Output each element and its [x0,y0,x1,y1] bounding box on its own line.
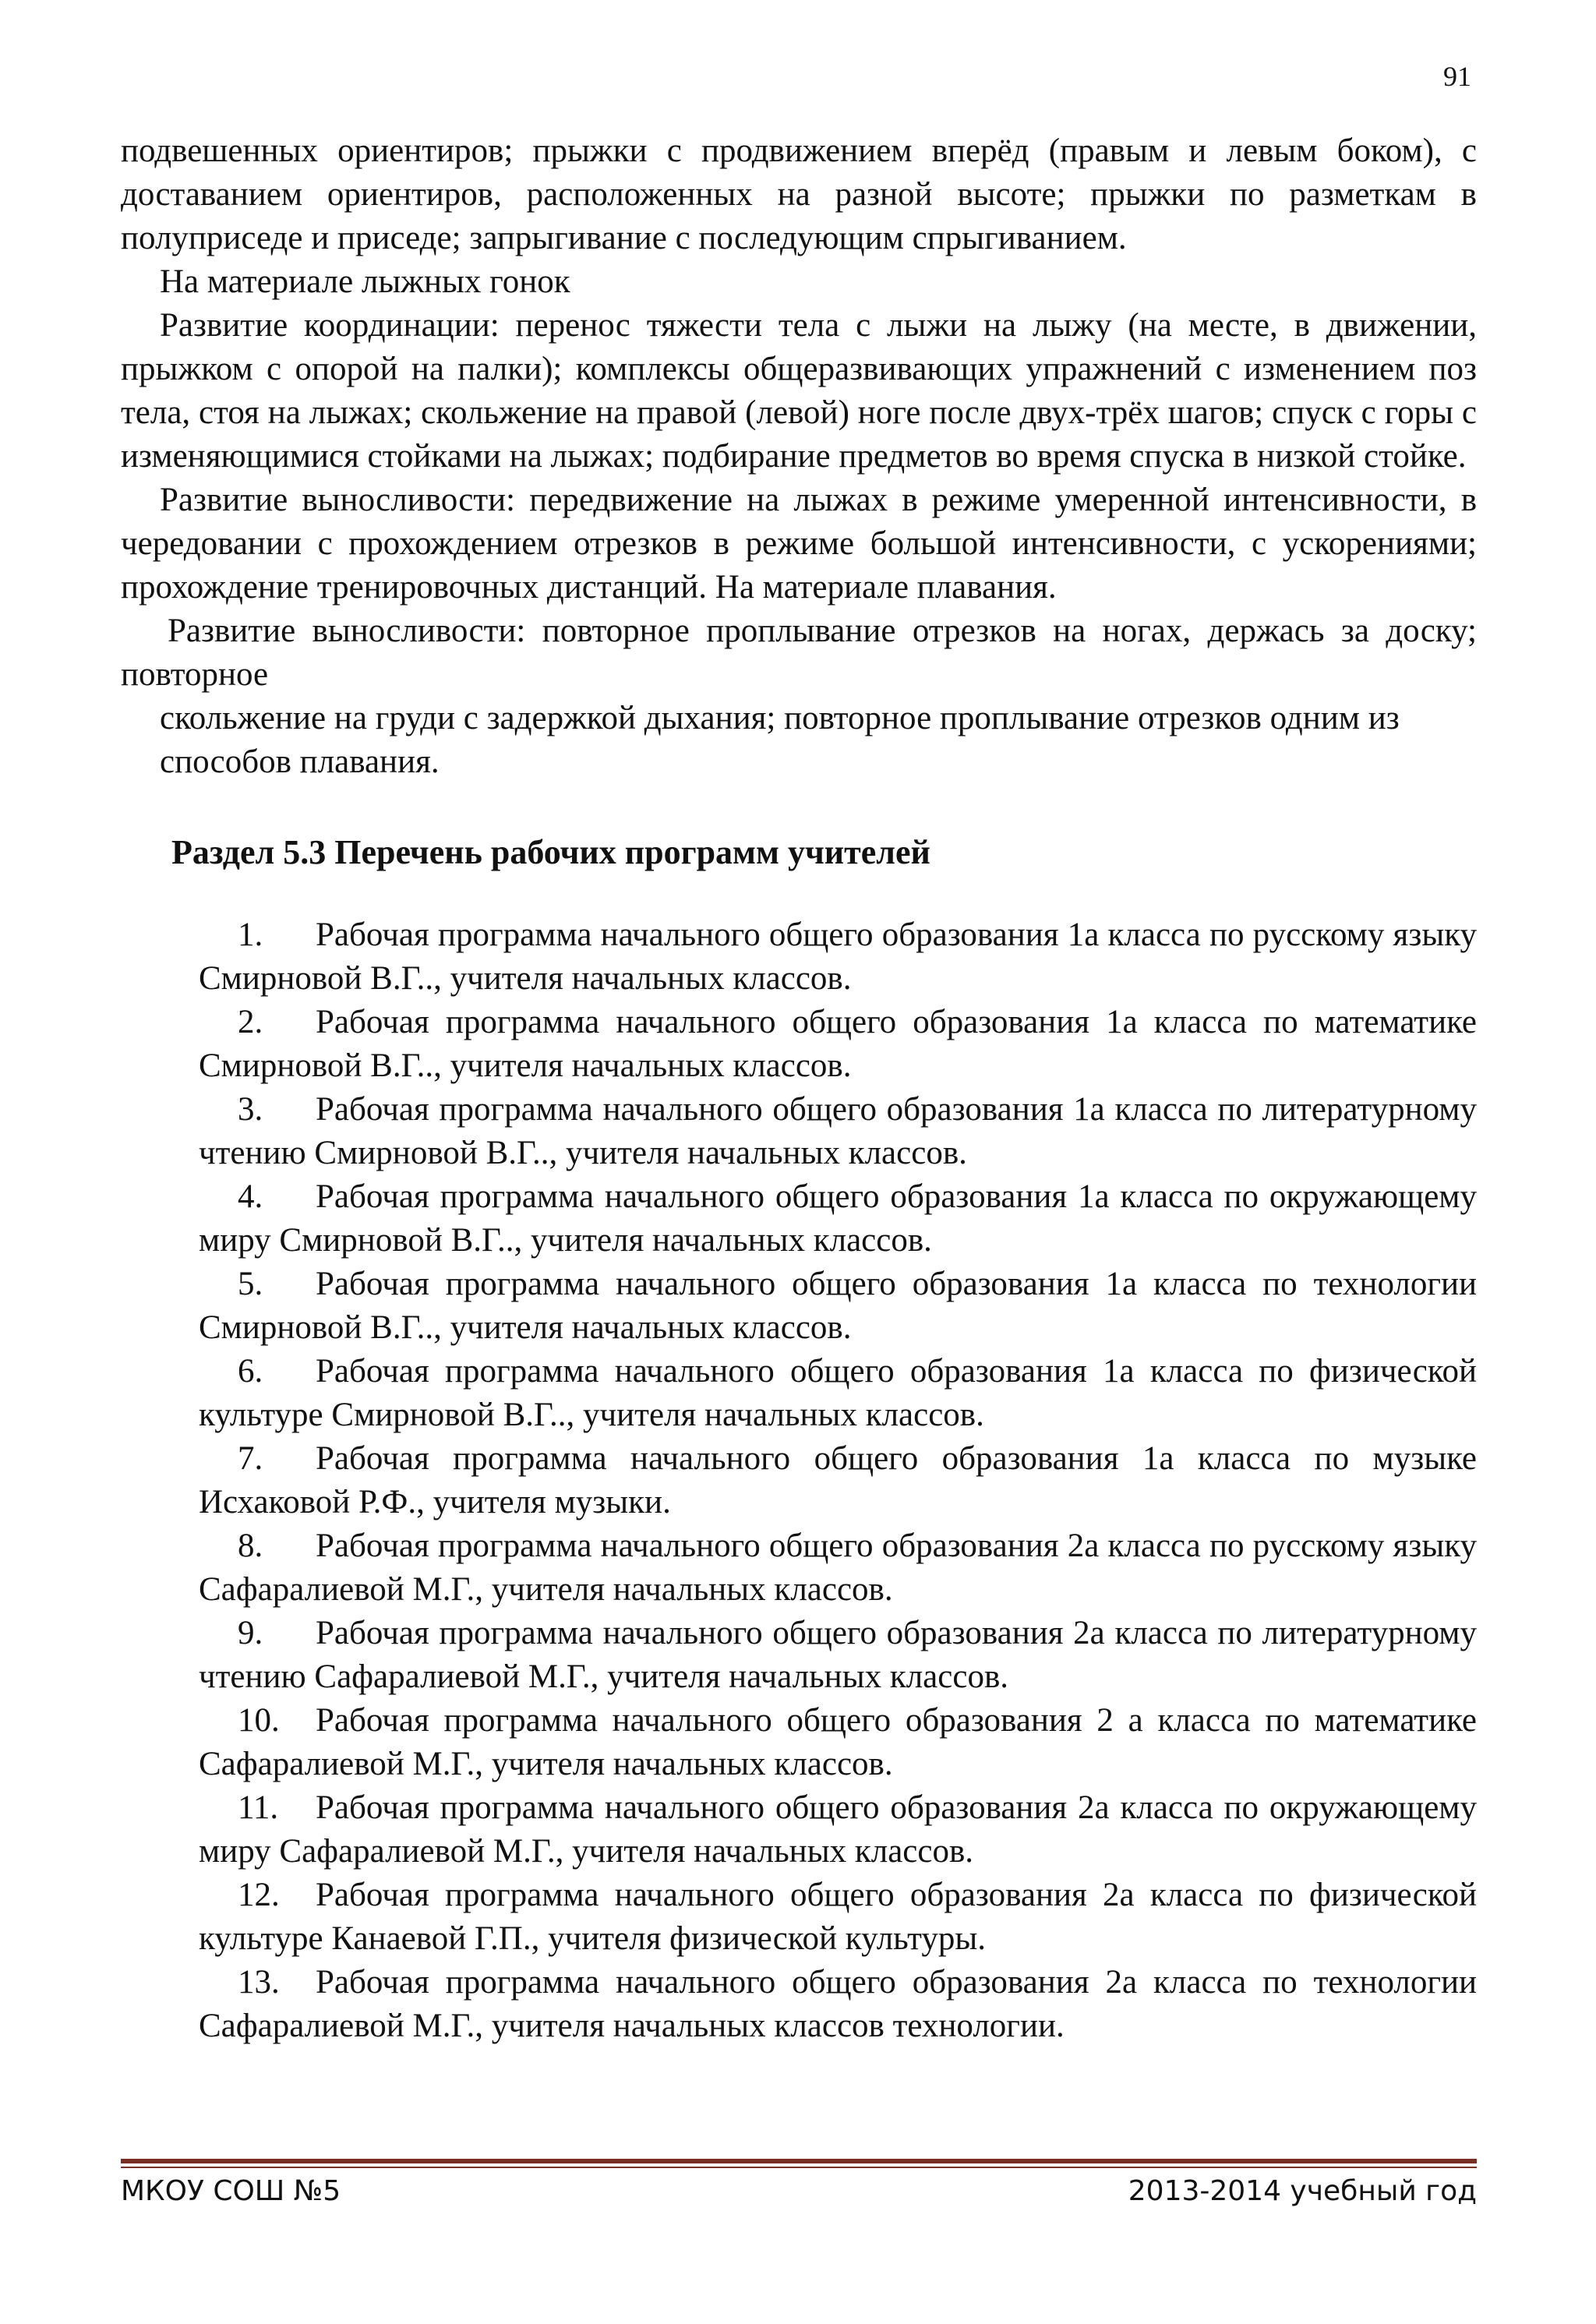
program-text: Рабочая программа начального общего образования 2а класса по литературному чтению Сафаралиевой М.Г., учителя начальных классов. [199,1615,1477,1695]
footer-school-year: 2013-2014 учебный год [1128,2175,1477,2207]
program-text: Рабочая программа начального общего образования 1а класса по математике Смирновой В.Г.., учителя начальных классов. [199,1004,1477,1084]
program-text: Рабочая программа начального общего образования 1а класса по технологии Смирновой В.Г.., учителя начальных классов. [199,1266,1477,1346]
program-text: Рабочая программа начального общего образования 1а класса по русскому языку Смирновой В.Г.., учителя начальных классов. [199,917,1477,997]
program-list-item [199,1263,1477,1350]
program-number: 3. [238,1091,263,1128]
program-list-item [199,1001,1477,1088]
program-number: 8. [238,1528,263,1564]
footer-rule-thin [121,2167,1477,2168]
program-list-item [199,1786,1477,1874]
program-list-item [199,1350,1477,1437]
program-text: Рабочая программа начального общего образования 1а класса по литературному чтению Смирновой В.Г.., учителя начальных классов. [199,1091,1477,1171]
program-number: 12. [238,1877,280,1913]
program-text: Рабочая программа начального общего образования 1а класса по физической культуре Смирновой В.Г.., учителя начальных классов. [199,1353,1477,1433]
program-number: 2. [238,1004,263,1040]
program-list-item [199,1961,1477,2048]
program-number: 13. [238,1964,280,2001]
program-number: 6. [238,1353,263,1390]
page-number: 91 [1443,61,1471,92]
program-list [121,913,1477,2048]
paragraph-endurance-ski: Развитие выносливости: передвижение на лыжах в режиме умеренной интенсивности, в чередовании с прохождением отрезков в режиме большой интенсивности, с ускорениями; прохождение тренировочных дистанций. На материале плавания. [121,482,1477,606]
program-list-item [199,1612,1477,1699]
program-text: Рабочая программа начального общего образования 1а класса по окружающему миру Смирновой В.Г.., учителя начальных классов. [199,1178,1477,1259]
program-text: Рабочая программа начального общего образования 2а класса по технологии Сафаралиевой М.Г., учителя начальных классов технологии. [199,1964,1477,2044]
program-list-item [199,913,1477,1001]
program-list-item [199,1437,1477,1524]
program-list-item [199,1175,1477,1263]
program-number: 9. [238,1615,263,1651]
paragraph-gliding: скольжение на груди с задержкой дыхания; повторное проплывание отрезков одним из способов плавания. [160,700,1400,780]
program-number: 7. [238,1440,263,1477]
section-heading: Раздел 5.3 Перечень рабочих программ учителей [171,833,930,871]
program-number: 10. [238,1702,280,1739]
program-list-item [199,1524,1477,1612]
program-text: Рабочая программа начального общего образования 2а класса по русскому языку Сафаралиевой М.Г., учителя начальных классов. [199,1528,1477,1608]
program-number: 5. [238,1266,263,1302]
paragraph-endurance-swim: Развитие выносливости: повторное проплывание отрезков на ногах, держась за доску; повторное [121,613,1477,693]
program-list-item [199,1088,1477,1175]
program-text: Рабочая программа начального общего образования 1а класса по музыке Исхаковой Р.Ф., учителя музыки. [199,1440,1477,1520]
program-text: Рабочая программа начального общего образования 2 а класса по математике Сафаралиевой М.Г., учителя начальных классов. [199,1702,1477,1782]
paragraph-coordination: Развитие координации: перенос тяжести тела с лыжи на лыжу (на месте, в движении, прыжком с опорой на палки); комплексы общеразвивающих упражнений с изменением поз тела, стоя на лыжах; скольжение на правой (левой) ноге после двух-трёх шагов; спуск с горы с изменяющимися стойками на лыжах; подбирание предметов во время спуска в низкой стойке. [121,307,1477,475]
document-body [121,129,1477,2048]
program-list-item [199,1874,1477,1961]
program-list-item [199,1699,1477,1786]
footer-rule-thick [121,2159,1477,2163]
paragraph-jumps: подвешенных ориентиров; прыжки с продвижением вперёд (правым и левым боком), с доставанием ориентиров, расположенных на разной высоте; прыжки по разметкам в полуприседе и приседе; запрыгивание с последующим спрыгиванием. [121,132,1477,256]
program-number: 4. [238,1178,263,1215]
footer-school-name: МКОУ СОШ №5 [121,2175,341,2207]
paragraph-ski-subheading: На материале лыжных гонок [160,263,570,300]
program-text: Рабочая программа начального общего образования 2а класса по физической культуре Канаевой Г.П., учителя физической культуры. [199,1877,1477,1957]
program-number: 11. [238,1789,279,1826]
footer-rule [121,2159,1477,2170]
program-text: Рабочая программа начального общего образования 2а класса по окружающему миру Сафаралиевой М.Г., учителя начальных классов. [199,1789,1477,1870]
program-number: 1. [238,917,263,953]
